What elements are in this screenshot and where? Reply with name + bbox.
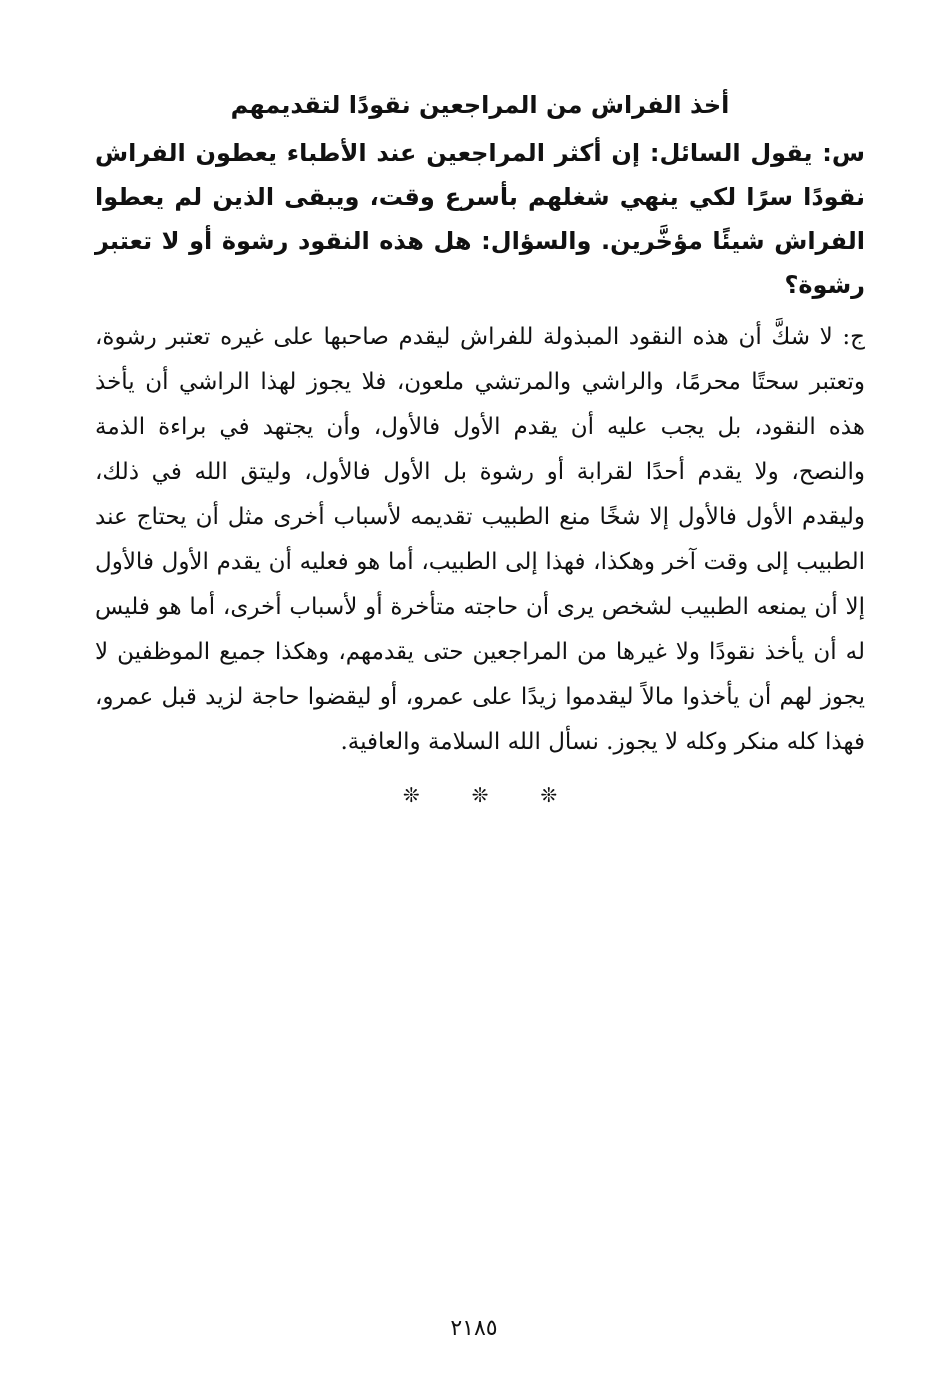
page-content bbox=[95, 85, 865, 807]
separator-star-icon: ❊ bbox=[402, 783, 472, 807]
page-number: ٢١٨٥ bbox=[450, 1316, 498, 1341]
separator-star-icon: ❊ bbox=[471, 783, 541, 807]
question-paragraph: س: يقول السائل: إن أكثر المراجعين عند الأطباء يعطون الفراش نقودًا سرًا لكي ينهي شغلهم بأسرع وقت، ويبقى الذين لم يعطوا الفراش شيئًا مؤخَّرين. والسؤال: هل هذه النقود رشوة أو لا تعتبر رشوة؟ bbox=[95, 139, 865, 299]
page-title: أخذ الفراش من المراجعين نقودًا لتقديمهم bbox=[230, 91, 730, 119]
answer-paragraph: ج: لا شكَّ أن هذه النقود المبذولة للفراش ليقدم صاحبها على غيره تعتبر رشوة، وتعتبر سحتًا محرمًا، والراشي والمرتشي ملعون، فلا يجوز لهذا الراشي أن يأخذ هذه النقود، بل يجب عليه أن يقدم الأول فالأول، وأن يجتهد في براءة الذمة والنصح، ولا يقدم أحدًا لقرابة أو رشوة بل الأول فالأول، وليتق الله في ذلك، وليقدم الأول فالأول إلا شخًا منع الطبيب تقديمه لأسباب أخرى مثل أن يحتاج عند الطبيب إلى وقت آخر وهكذا، فهذا إلى الطبيب، أما هو فعليه أن يقدم الأول فالأول إلا أن يمنعه الطبيب لشخص يرى أن حاجته متأخرة أو لأسباب أخرى، أما هو فليس له أن يأخذ نقودًا ولا غيرها من المراجعين حتى يقدمهم، وهكذا جميع الموظفين لا يجوز لهم أن يأخذوا مالاً ليقدموا زيدًا على عمرو، أو ليقضوا حاجة لزيد قبل عمرو، فهذا كله منكر وكله لا يجوز. نسأل الله السلامة والعافية. bbox=[95, 324, 865, 755]
separator-star-icon: ❊ bbox=[540, 783, 610, 807]
section-separator bbox=[95, 783, 865, 807]
